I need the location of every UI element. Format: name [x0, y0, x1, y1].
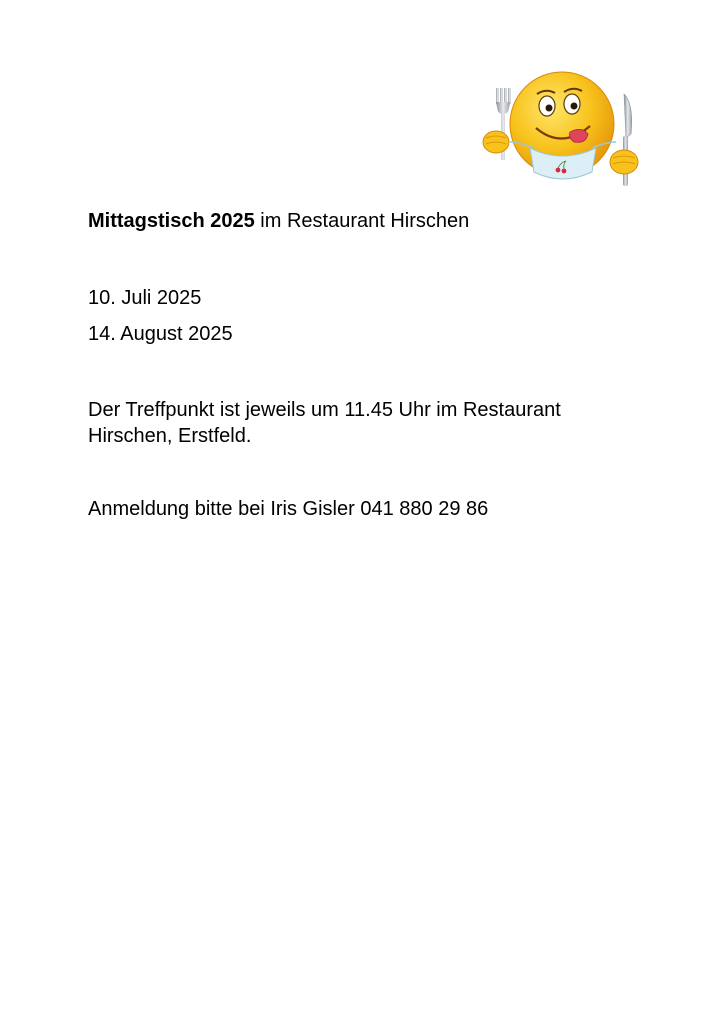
right-hand-icon [610, 150, 638, 174]
hungry-smiley-with-fork-and-knife-icon [474, 68, 646, 192]
page-title [88, 209, 469, 233]
meeting-info: Der Treffpunkt ist jeweils um 11.45 Uhr im Restaurant Hirschen, Erstfeld. [88, 399, 561, 447]
date-1: 10. Juli 2025 [88, 287, 202, 309]
contact-info: Anmeldung bitte bei Iris Gisler 041 880 29 86 [88, 498, 489, 520]
left-hand-icon [483, 131, 509, 153]
date-2: 14. August 2025 [88, 323, 233, 345]
title-rest: im Restaurant Hirschen [254, 210, 470, 232]
title-bold: Mittagstisch 2025 [88, 210, 255, 232]
